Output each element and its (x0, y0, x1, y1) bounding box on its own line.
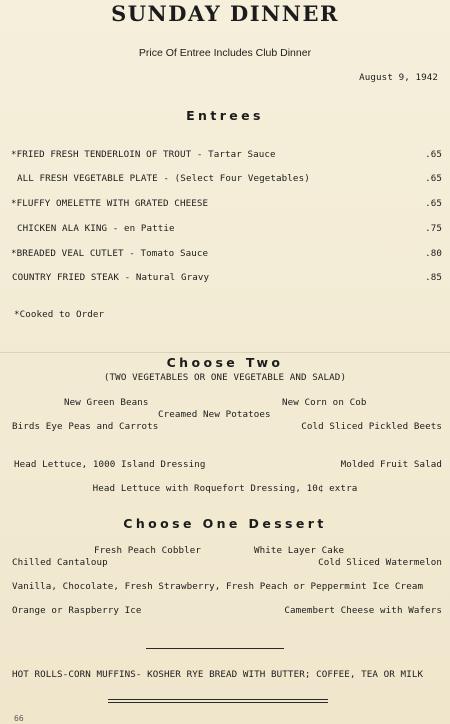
corner-mark: 66 (14, 714, 24, 723)
entree-row (0, 173, 450, 185)
paper-fold (0, 352, 450, 353)
entree-row (0, 248, 450, 260)
dessert-item: Chilled Cantaloup (12, 557, 108, 568)
entree-row (0, 198, 450, 210)
entree-price: .65 (425, 149, 442, 160)
dessert-item: Camembert Cheese with Wafers (284, 605, 442, 616)
divider-rule (108, 702, 328, 703)
entree-price: .65 (425, 173, 442, 184)
salad-item: Molded Fruit Salad (340, 459, 442, 470)
vegetable-item: New Corn on Cob (282, 397, 367, 408)
entree-name: *FLUFFY OMELETTE WITH GRATED CHEESE (11, 198, 209, 209)
choose-two-subheading: (TWO VEGETABLES OR ONE VEGETABLE AND SALAD) (103, 372, 347, 383)
dessert-item: Orange or Raspberry Ice (12, 605, 142, 616)
entree-price: .85 (425, 272, 442, 283)
vegetable-item: Cold Sliced Pickled Beets (301, 421, 442, 432)
vegetable-item: New Green Beans (64, 397, 149, 408)
entrees-heading: Entrees (186, 108, 264, 123)
salad-item: Head Lettuce with Roquefort Dressing, 10¢ extra (92, 483, 358, 494)
menu-date: August 9, 1942 (359, 72, 438, 83)
entree-name: *BREADED VEAL CUTLET - Tomato Sauce (11, 248, 209, 259)
entree-name: COUNTRY FRIED STEAK - Natural Gravy (12, 272, 210, 283)
choose-two-heading: Choose Two (166, 355, 284, 370)
entree-price: .65 (425, 198, 442, 209)
entree-row (0, 149, 450, 161)
entree-row (0, 223, 450, 235)
salad-item: Head Lettuce, 1000 Island Dressing (14, 459, 206, 470)
entree-price: .75 (425, 223, 442, 234)
breads-and-beverages: HOT ROLLS-CORN MUFFINS- KOSHER RYE BREAD WITH BUTTER; COFFEE, TEA OR MILK (12, 669, 424, 680)
cooked-to-order-note: *Cooked to Order (14, 309, 105, 320)
entree-name: CHICKEN ALA KING - en Pattie (17, 223, 175, 234)
dessert-item: Fresh Peach Cobbler (94, 545, 201, 556)
entree-name: ALL FRESH VEGETABLE PLATE - (Select Four Vegetables) (17, 173, 310, 184)
entree-row (0, 272, 450, 284)
vegetable-item: Creamed New Potatoes (158, 409, 271, 420)
divider-rule (146, 648, 284, 649)
vegetable-item: Birds Eye Peas and Carrots (12, 421, 159, 432)
dessert-item: Cold Sliced Watermelon (318, 557, 442, 568)
menu-subtitle: Price Of Entree Includes Club Dinner (138, 47, 312, 59)
entree-name: *FRIED FRESH TENDERLOIN OF TROUT - Tartar Sauce (11, 149, 276, 160)
divider-rule (108, 699, 328, 700)
entree-price: .80 (425, 248, 442, 259)
dessert-heading: Choose One Dessert (123, 516, 327, 531)
dessert-item: White Layer Cake (254, 545, 345, 556)
dessert-item: Vanilla, Chocolate, Fresh Strawberry, Fresh Peach or Peppermint Ice Cream (12, 581, 424, 592)
menu-title: SUNDAY DINNER (111, 1, 339, 26)
